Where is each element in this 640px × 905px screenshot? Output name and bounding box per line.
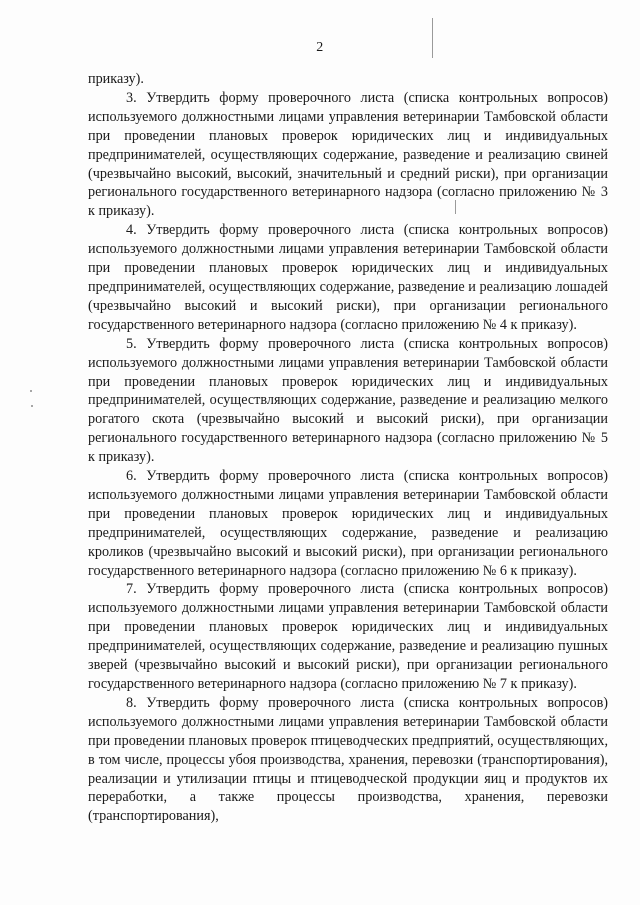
scan-artifact-line: [432, 18, 433, 58]
paragraph-item-5: 5. Утвердить форму проверочного листа (списка контрольных вопросов) используемого должностными лицами управления ветеринарии Тамбовской области при проведении плановых проверок юридических лиц и индивидуальных предпринимателей, осуществляющих содержание, разведение и реализацию мелкого рогатого скота (чрезвычайно высокий и высокий риски), при организации регионального государственного ветеринарного надзора (согласно приложению № 5 к приказу).: [88, 335, 608, 466]
paragraph-item-8: 8. Утвердить форму проверочного листа (списка контрольных вопросов) используемого должностными лицами управления ветеринарии Тамбовской области при проведении плановых проверок птицеводческих предприятий, осуществляющих, в том числе, процессы убоя производства, хранения, перевозки (транспортирования), реализации и утилизации птицы и птицеводческой продукции яиц и продуктов их переработки, а также процессы производства, хранения, перевозки (транспортирования),: [88, 694, 608, 825]
paragraph-continuation: приказу).: [88, 71, 144, 87]
paragraph-item-6: 6. Утвердить форму проверочного листа (списка контрольных вопросов) используемого должностными лицами управления ветеринарии Тамбовской области при проведении плановых проверок юридических лиц и индивидуальных предпринимателей, осуществляющих содержание, разведение и реализацию кроликов (чрезвычайно высокий и высокий риски), при организации регионального государственного ветеринарного надзора (согласно приложению № 6 к приказу).: [88, 468, 608, 579]
paragraph-item-3: 3. Утвердить форму проверочного листа (списка контрольных вопросов) используемого должностными лицами управления ветеринарии Тамбовской области при проведении плановых проверок юридических лиц и индивидуальных предпринимателей, осуществляющих содержание, разведение и реализацию свиней (чрезвычайно высокий, высокий, значительный и средний риски), при организации регионального государственного ветеринарного надзора (согласно приложению № 3 к приказу).: [88, 89, 608, 220]
paragraph-item-4: 4. Утвердить форму проверочного листа (списка контрольных вопросов) используемого должностными лицами управления ветеринарии Тамбовской области при проведении плановых проверок юридических лиц и индивидуальных предпринимателей, осуществляющих содержание, разведение и реализацию лошадей (чрезвычайно высокий и высокий риски), при организации регионального государственного ветеринарного надзора (согласно приложению № 4 к приказу).: [88, 222, 608, 333]
page-number: 2: [316, 40, 324, 55]
document-body: [88, 70, 608, 826]
paragraph-item-7: 7. Утвердить форму проверочного листа (списка контрольных вопросов) используемого должностными лицами управления ветеринарии Тамбовской области при проведении плановых проверок юридических лиц и индивидуальных предпринимателей, осуществляющих содержание, разведение и реализацию пушных зверей (чрезвычайно высокий и высокий риски), при организации регионального государственного ветеринарного надзора (согласно приложению № 7 к приказу).: [88, 581, 608, 692]
scan-artifact-dot: [30, 390, 32, 392]
scan-artifact-dot: [31, 405, 33, 407]
